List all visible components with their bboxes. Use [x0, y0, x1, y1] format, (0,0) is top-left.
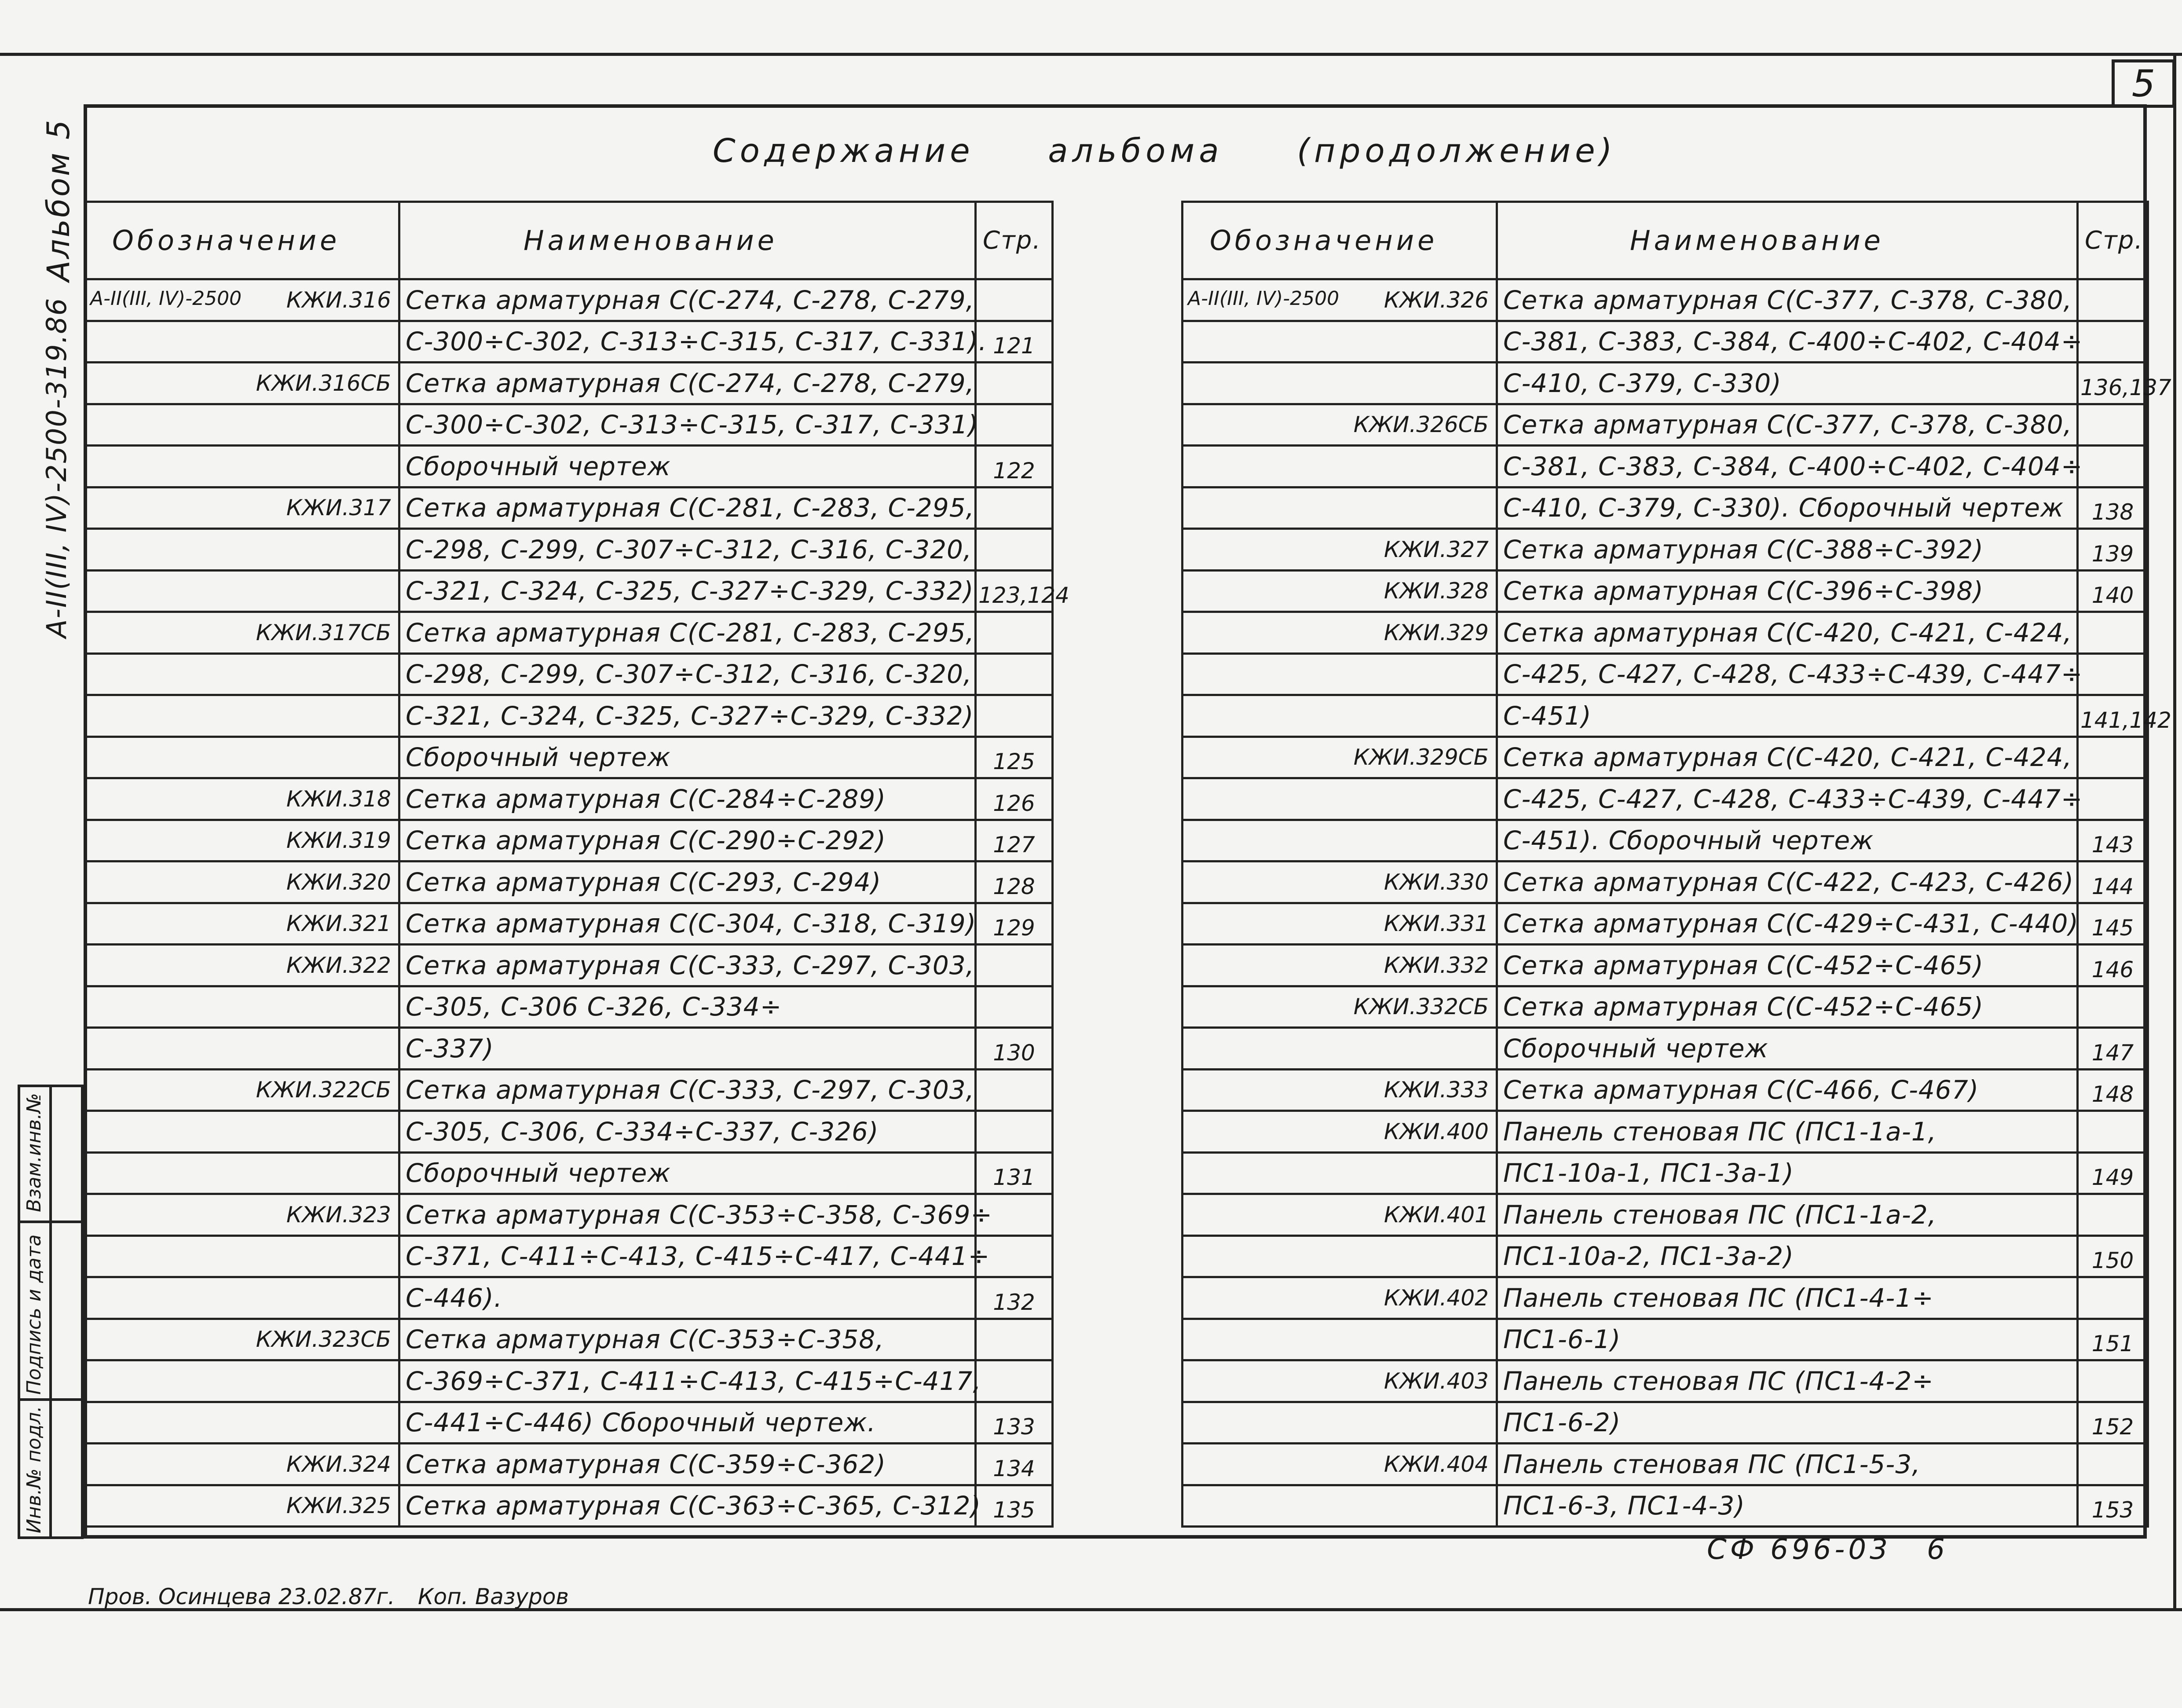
row-page: 131: [976, 1152, 1053, 1194]
row-page: 122: [976, 446, 1053, 487]
table-row: [85, 612, 1053, 654]
row-page: 139: [2078, 529, 2148, 571]
stamp-divider: [49, 1085, 52, 1539]
row-page: 133: [976, 1402, 1053, 1444]
row-name: Сетка арматурная С(С-284÷С-289): [399, 778, 976, 820]
table-row: [85, 1028, 1053, 1070]
row-name: Сетка арматурная С(С-388÷С-392): [1497, 529, 2078, 571]
table-row: [1183, 279, 2148, 321]
row-page: [976, 945, 1053, 986]
row-designation: [1183, 1111, 1497, 1153]
contents-table-left: [84, 201, 1069, 1528]
row-name: С-451): [1497, 695, 2078, 737]
row-designation: [1183, 778, 1497, 820]
table-row: [85, 778, 1053, 820]
table-row: [1183, 1444, 2148, 1485]
stamp-inv-podl: Инв.№ подл.: [23, 1406, 45, 1533]
document-code: СФ 696-03: [1707, 1533, 1891, 1566]
table-row: [85, 695, 1053, 737]
row-code: КЖИ.332СБ: [1353, 994, 1489, 1020]
table-header-row: [85, 202, 1053, 279]
header-name: Наименование: [1497, 202, 2078, 279]
table-row: [85, 1194, 1053, 1236]
table-row: [1183, 945, 2148, 986]
row-page: [2078, 1194, 2148, 1236]
row-name: Сетка арматурная С(С-281, С-283, С-295,: [399, 612, 976, 654]
row-code: КЖИ.320: [286, 869, 391, 895]
row-page: 127: [976, 820, 1053, 861]
row-page: [2078, 612, 2148, 654]
row-page: 125: [976, 737, 1053, 778]
row-name: Сборочный чертеж: [399, 446, 976, 487]
table-row: [85, 529, 1053, 571]
row-code: КЖИ.317: [286, 495, 391, 521]
row-code: КЖИ.318: [286, 786, 391, 812]
row-designation: [85, 1152, 399, 1194]
table-row: [85, 1069, 1053, 1111]
table-row: [1183, 404, 2148, 446]
row-name: С-410, С-379, С-330). Сборочный чертеж: [1497, 487, 2078, 529]
row-name: Панель стеновая ПС (ПС1-1а-2,: [1497, 1194, 2078, 1236]
row-name: Сетка арматурная С(С-304, С-318, С-319): [399, 903, 976, 945]
row-page: 126: [976, 778, 1053, 820]
row-code: КЖИ.402: [1384, 1285, 1489, 1311]
row-name: Сборочный чертеж: [1497, 1028, 2078, 1070]
row-designation: [1183, 1194, 1497, 1236]
row-designation: [1183, 1028, 1497, 1070]
row-name: Панель стеновая ПС (ПС1-1а-1,: [1497, 1111, 2078, 1153]
table-row: [1183, 487, 2148, 529]
table-row: [85, 903, 1053, 945]
row-designation: [85, 1111, 399, 1153]
row-designation: [85, 487, 399, 529]
table-row: [1183, 1360, 2148, 1402]
stamp-inv-zam: Взам.инв.№: [23, 1093, 45, 1212]
row-series: А-II(III, IV)-2500: [1188, 287, 1340, 310]
row-designation: [85, 529, 399, 571]
row-designation: [1183, 279, 1497, 321]
table-row: [85, 986, 1053, 1028]
table-row: [1183, 695, 2148, 737]
row-page: [976, 363, 1053, 404]
sheet-top-border: [0, 53, 2182, 56]
row-page: [2078, 1444, 2148, 1485]
table-row: [1183, 1069, 2148, 1111]
row-designation: [1183, 570, 1497, 612]
row-code: КЖИ.332: [1384, 952, 1489, 978]
row-designation: [1183, 1485, 1497, 1527]
row-designation: [85, 820, 399, 861]
row-page: [2078, 279, 2148, 321]
row-name: Панель стеновая ПС (ПС1-5-3,: [1497, 1444, 2078, 1485]
table-row: [85, 1111, 1053, 1153]
row-designation: [1183, 1319, 1497, 1360]
row-designation: [85, 1277, 399, 1319]
table-row: [1183, 321, 2148, 363]
row-page: 146: [2078, 945, 2148, 986]
row-designation: [1183, 612, 1497, 654]
table-row: [1183, 1152, 2148, 1194]
row-code: КЖИ.323: [286, 1202, 391, 1228]
row-name: Сетка арматурная С(С-363÷С-365, С-312): [399, 1485, 976, 1527]
row-page: [2078, 321, 2148, 363]
row-designation: [1183, 446, 1497, 487]
row-designation: [85, 945, 399, 986]
row-designation: [1183, 1360, 1497, 1402]
table-row: [1183, 529, 2148, 571]
table-row: [1183, 1402, 2148, 1444]
table-row: [85, 570, 1053, 612]
row-code: КЖИ.317СБ: [256, 619, 391, 645]
header-designation: Обозначение: [1183, 202, 1497, 279]
row-page: [2078, 778, 2148, 820]
row-name: С-321, С-324, С-325, С-327÷С-329, С-332): [399, 695, 976, 737]
table-row: [85, 945, 1053, 986]
table-row: [1183, 570, 2148, 612]
row-name: Сетка арматурная С(С-429÷С-431, С-440): [1497, 903, 2078, 945]
table-row: [1183, 1111, 2148, 1153]
row-designation: [85, 778, 399, 820]
row-page: 144: [2078, 861, 2148, 903]
row-code: КЖИ.326СБ: [1353, 412, 1489, 438]
row-name: С-371, С-411÷С-413, С-415÷С-417, С-441÷: [399, 1235, 976, 1277]
table-row: [85, 1235, 1053, 1277]
row-designation: [85, 1319, 399, 1360]
row-code: КЖИ.331: [1384, 911, 1489, 937]
row-designation: [1183, 1152, 1497, 1194]
row-designation: [85, 612, 399, 654]
row-code: КЖИ.333: [1384, 1077, 1489, 1103]
row-series: А-II(III, IV)-2500: [90, 287, 242, 310]
row-name: ПС1-10а-2, ПС1-3а-2): [1497, 1235, 2078, 1277]
table-row: [85, 487, 1053, 529]
row-code: КЖИ.316СБ: [256, 370, 391, 396]
row-page: 150: [2078, 1235, 2148, 1277]
row-designation: [85, 1028, 399, 1070]
table-row: [85, 861, 1053, 903]
row-designation: [1183, 363, 1497, 404]
row-page: [2078, 1111, 2148, 1153]
row-page: 132: [976, 1277, 1053, 1319]
row-designation: [85, 446, 399, 487]
row-page: 136,137: [2078, 363, 2148, 404]
table-row: [85, 1360, 1053, 1402]
row-page: 148: [2078, 1069, 2148, 1111]
row-name: С-337): [399, 1028, 976, 1070]
header-page: Стр.: [976, 202, 1053, 279]
table-row: [1183, 1235, 2148, 1277]
row-designation: [1183, 653, 1497, 695]
row-name: Сборочный чертеж: [399, 737, 976, 778]
row-designation: [1183, 820, 1497, 861]
row-code: КЖИ.401: [1384, 1202, 1489, 1228]
row-name: С-381, С-383, С-384, С-400÷С-402, С-404÷: [1497, 321, 2078, 363]
row-page: [2078, 404, 2148, 446]
row-page: [976, 1111, 1053, 1153]
table-row: [1183, 778, 2148, 820]
row-name: ПС1-10а-1, ПС1-3а-1): [1497, 1152, 2078, 1194]
row-page: [976, 487, 1053, 529]
page-title: Содержание альбома (продолжение): [713, 132, 1617, 170]
row-code: КЖИ.316: [286, 287, 391, 313]
row-name: Сетка арматурная С(С-420, С-421, С-424,: [1497, 737, 2078, 778]
row-page: [2078, 1277, 2148, 1319]
row-name: С-451). Сборочный чертеж: [1497, 820, 2078, 861]
header-page: Стр.: [2078, 202, 2148, 279]
row-designation: [85, 653, 399, 695]
row-name: С-425, С-427, С-428, С-433÷С-439, С-447÷: [1497, 653, 2078, 695]
row-designation: [1183, 903, 1497, 945]
row-name: Сетка арматурная С(С-293, С-294): [399, 861, 976, 903]
row-name: Сетка арматурная С(С-333, С-297, С-303,: [399, 1069, 976, 1111]
row-code: КЖИ.322: [286, 952, 391, 978]
table-row: [85, 1277, 1053, 1319]
row-designation: [85, 1444, 399, 1485]
row-designation: [85, 737, 399, 778]
row-name: С-305, С-306, С-334÷С-337, С-326): [399, 1111, 976, 1153]
row-page: [976, 1360, 1053, 1402]
header-name: Наименование: [399, 202, 976, 279]
row-designation: [1183, 695, 1497, 737]
row-page: 153: [2078, 1485, 2148, 1527]
row-page: [976, 695, 1053, 737]
side-album-label: Альбом 5: [40, 118, 77, 282]
row-designation: [85, 1235, 399, 1277]
row-name: Сетка арматурная С(С-274, С-278, С-279,: [399, 363, 976, 404]
row-name: С-300÷С-302, С-313÷С-315, С-317, С-331).: [399, 321, 976, 363]
row-name: Сетка арматурная С(С-396÷С-398): [1497, 570, 2078, 612]
table-row: [85, 321, 1053, 363]
copied-signature: Вазуров: [475, 1584, 569, 1609]
table-row: [1183, 1028, 2148, 1070]
row-page: [976, 279, 1053, 321]
row-page: 134: [976, 1444, 1053, 1485]
row-designation: [1183, 1277, 1497, 1319]
row-page: [2078, 653, 2148, 695]
table-row: [1183, 1277, 2148, 1319]
row-code: КЖИ.403: [1384, 1368, 1489, 1394]
row-designation: [1183, 861, 1497, 903]
copied-label: Коп.: [418, 1584, 469, 1609]
row-name: Сетка арматурная С(С-377, С-378, С-380,: [1497, 404, 2078, 446]
table-row: [85, 1485, 1053, 1527]
row-code: КЖИ.400: [1384, 1118, 1489, 1144]
row-name: С-298, С-299, С-307÷С-312, С-316, С-320,: [399, 529, 976, 571]
table-row: [1183, 737, 2148, 778]
row-code: КЖИ.328: [1384, 578, 1489, 604]
table-row: [85, 1402, 1053, 1444]
table-row: [1183, 653, 2148, 695]
row-name: Сетка арматурная С(С-274, С-278, С-279,: [399, 279, 976, 321]
row-page: [976, 1069, 1053, 1111]
row-code: КЖИ.321: [286, 911, 391, 937]
row-name: Панель стеновая ПС (ПС1-4-2÷: [1497, 1360, 2078, 1402]
row-designation: [85, 404, 399, 446]
row-designation: [1183, 986, 1497, 1028]
side-series-label: А-II(III, IV)-2500-319.86: [40, 297, 73, 638]
row-name: С-369÷С-371, С-411÷С-413, С-415÷С-417,: [399, 1360, 976, 1402]
checked-signature: Осинцева 23.02.87г.: [158, 1584, 395, 1609]
table-row: [1183, 446, 2148, 487]
row-page: [2078, 1360, 2148, 1402]
row-designation: [1183, 1069, 1497, 1111]
row-name: С-321, С-324, С-325, С-327÷С-329, С-332): [399, 570, 976, 612]
row-designation: [85, 861, 399, 903]
checked-label: Пров.: [88, 1584, 152, 1609]
row-code: КЖИ.327: [1384, 536, 1489, 562]
row-designation: [1183, 321, 1497, 363]
row-designation: [1183, 1235, 1497, 1277]
row-page: 145: [2078, 903, 2148, 945]
table-row: [1183, 612, 2148, 654]
row-page: 143: [2078, 820, 2148, 861]
table-row: [1183, 1194, 2148, 1236]
row-designation: [85, 321, 399, 363]
row-code: КЖИ.326: [1384, 287, 1489, 313]
row-name: С-381, С-383, С-384, С-400÷С-402, С-404÷: [1497, 446, 2078, 487]
row-code: КЖИ.329: [1384, 619, 1489, 645]
row-designation: [85, 363, 399, 404]
row-name: Сетка арматурная С(С-290÷С-292): [399, 820, 976, 861]
row-code: КЖИ.322СБ: [256, 1077, 391, 1103]
row-page: 135: [976, 1485, 1053, 1527]
row-name: Сетка арматурная С(С-420, С-421, С-424,: [1497, 612, 2078, 654]
row-page: 130: [976, 1028, 1053, 1070]
row-designation: [1183, 1402, 1497, 1444]
row-page: [2078, 737, 2148, 778]
table-row: [85, 1444, 1053, 1485]
row-designation: [85, 1194, 399, 1236]
row-name: С-446).: [399, 1277, 976, 1319]
table-row: [1183, 363, 2148, 404]
row-name: Сетка арматурная С(С-353÷С-358,: [399, 1319, 976, 1360]
row-name: Сетка арматурная С(С-281, С-283, С-295,: [399, 487, 976, 529]
row-page: 147: [2078, 1028, 2148, 1070]
row-name: Сетка арматурная С(С-452÷С-465): [1497, 986, 2078, 1028]
row-designation: [1183, 1444, 1497, 1485]
row-page: [976, 986, 1053, 1028]
row-name: С-305, С-306 С-326, С-334÷: [399, 986, 976, 1028]
row-designation: [85, 1402, 399, 1444]
row-name: Сетка арматурная С(С-333, С-297, С-303,: [399, 945, 976, 986]
stamp-podpis: Подпись и дата: [23, 1234, 45, 1395]
table-row: [1183, 861, 2148, 903]
row-page: 152: [2078, 1402, 2148, 1444]
row-name: Сетка арматурная С(С-452÷С-465): [1497, 945, 2078, 986]
row-page: 121: [976, 321, 1053, 363]
row-page: [976, 653, 1053, 695]
table-row: [85, 1319, 1053, 1360]
row-name: Сетка арматурная С(С-353÷С-358, С-369÷: [399, 1194, 976, 1236]
row-page: [2078, 446, 2148, 487]
row-name: С-425, С-427, С-428, С-433÷С-439, С-447÷: [1497, 778, 2078, 820]
table-row: [85, 653, 1053, 695]
row-page: 138: [2078, 487, 2148, 529]
row-designation: [85, 279, 399, 321]
row-designation: [1183, 529, 1497, 571]
sheet-right-border: [2173, 53, 2176, 1611]
row-page: 140: [2078, 570, 2148, 612]
row-designation: [85, 695, 399, 737]
header-designation: Обозначение: [85, 202, 399, 279]
table-row: [1183, 986, 2148, 1028]
contents-table-right: [1181, 201, 2171, 1528]
table-header-row: [1183, 202, 2148, 279]
row-page: 128: [976, 861, 1053, 903]
row-page: 149: [2078, 1152, 2148, 1194]
row-page: 151: [2078, 1319, 2148, 1360]
page-number: 5: [2112, 59, 2175, 108]
table-row: [1183, 820, 2148, 861]
row-name: ПС1-6-2): [1497, 1402, 2078, 1444]
row-designation: [85, 570, 399, 612]
table-row: [1183, 1319, 2148, 1360]
row-name: ПС1-6-1): [1497, 1319, 2078, 1360]
row-page: 129: [976, 903, 1053, 945]
table-row: [85, 279, 1053, 321]
row-page: [976, 404, 1053, 446]
row-code: КЖИ.319: [286, 828, 391, 854]
table-row: [85, 404, 1053, 446]
row-designation: [85, 1485, 399, 1527]
row-page: [2078, 986, 2148, 1028]
table-row: [85, 446, 1053, 487]
table-row: [85, 1152, 1053, 1194]
row-name: ПС1-6-3, ПС1-4-3): [1497, 1485, 2078, 1527]
row-code: КЖИ.330: [1384, 869, 1489, 895]
row-name: Сетка арматурная С(С-466, С-467): [1497, 1069, 2078, 1111]
row-name: С-298, С-299, С-307÷С-312, С-316, С-320,: [399, 653, 976, 695]
row-code: КЖИ.404: [1384, 1451, 1489, 1477]
row-code: КЖИ.323СБ: [256, 1327, 391, 1352]
row-code: КЖИ.324: [286, 1451, 391, 1477]
row-code: КЖИ.329СБ: [1353, 744, 1489, 770]
row-designation: [1183, 945, 1497, 986]
row-name: Панель стеновая ПС (ПС1-4-1÷: [1497, 1277, 2078, 1319]
row-name: С-441÷С-446) Сборочный чертеж.: [399, 1402, 976, 1444]
row-designation: [85, 1069, 399, 1111]
table-row: [85, 820, 1053, 861]
row-designation: [1183, 404, 1497, 446]
row-name: С-410, С-379, С-330): [1497, 363, 2078, 404]
row-page: [976, 529, 1053, 571]
row-designation: [1183, 487, 1497, 529]
row-designation: [85, 986, 399, 1028]
row-name: С-300÷С-302, С-313÷С-315, С-317, С-331): [399, 404, 976, 446]
sheet-number: 6: [1927, 1533, 1945, 1566]
row-designation: [1183, 737, 1497, 778]
row-name: Сетка арматурная С(С-422, С-423, С-426): [1497, 861, 2078, 903]
row-page: [976, 1319, 1053, 1360]
row-designation: [85, 1360, 399, 1402]
row-page: 141,142: [2078, 695, 2148, 737]
row-page: [976, 612, 1053, 654]
row-name: Сборочный чертеж: [399, 1152, 976, 1194]
row-name: Сетка арматурная С(С-359÷С-362): [399, 1444, 976, 1485]
table-row: [85, 363, 1053, 404]
table-row: [85, 737, 1053, 778]
row-designation: [85, 903, 399, 945]
table-row: [1183, 903, 2148, 945]
row-code: КЖИ.325: [286, 1493, 391, 1519]
row-name: Сетка арматурная С(С-377, С-378, С-380,: [1497, 279, 2078, 321]
table-row: [1183, 1485, 2148, 1527]
row-page: 123,124: [976, 570, 1053, 612]
